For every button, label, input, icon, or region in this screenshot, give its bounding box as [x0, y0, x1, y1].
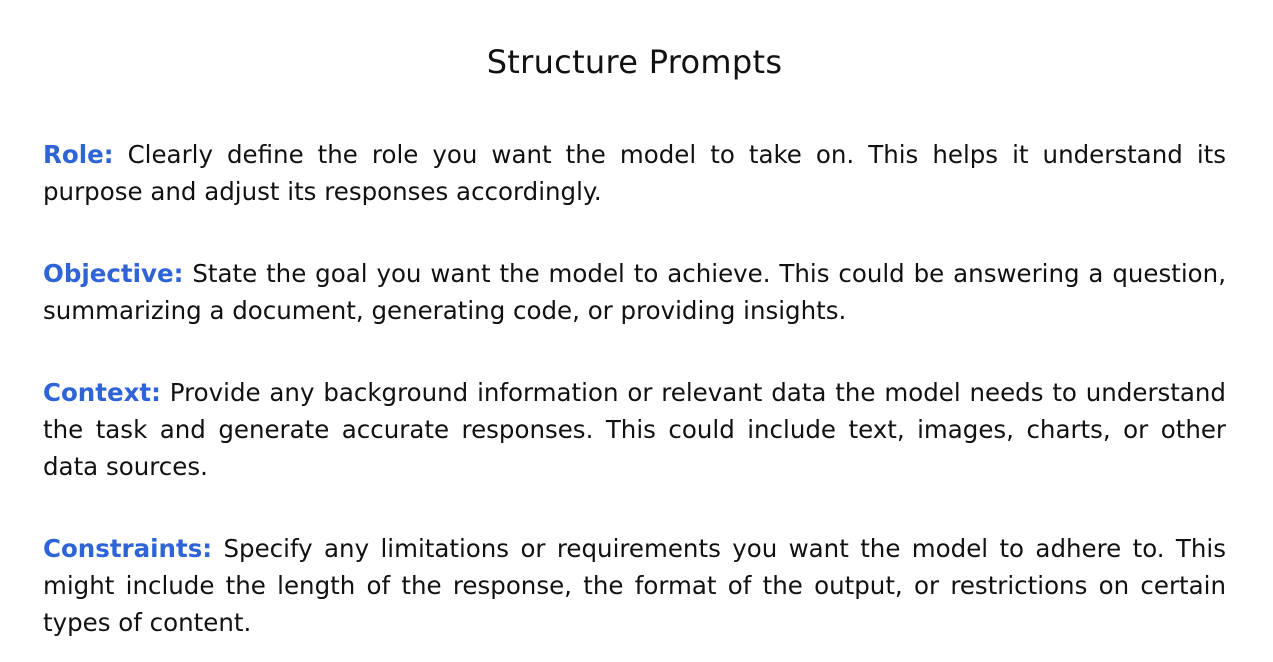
section-context [43, 374, 1226, 485]
section-term: Constraints: [43, 534, 213, 563]
section-text: Clearly define the role you want the model to take on. This helps it understand its purpose and adjust its responses accordingly. [43, 140, 1226, 206]
section-term: Objective: [43, 259, 184, 288]
section-term: Context: [43, 378, 161, 407]
page-title: Structure Prompts [486, 43, 783, 81]
sections-list [43, 136, 1226, 641]
section-term: Role: [43, 140, 114, 169]
section-text: Specify any limitations or requirements you want the model to adhere to. This might include the length of the response, the format of the output, or restrictions on certain types of content. [43, 534, 1226, 637]
section-text: State the goal you want the model to achieve. This could be answering a question, summarizing a document, generating code, or providing insights. [43, 259, 1226, 325]
section-role [43, 136, 1226, 210]
section-objective [43, 255, 1226, 329]
section-text: Provide any background information or relevant data the model needs to understand the task and generate accurate responses. This could include text, images, charts, or other data sources. [43, 378, 1226, 481]
section-constraints [43, 530, 1226, 641]
